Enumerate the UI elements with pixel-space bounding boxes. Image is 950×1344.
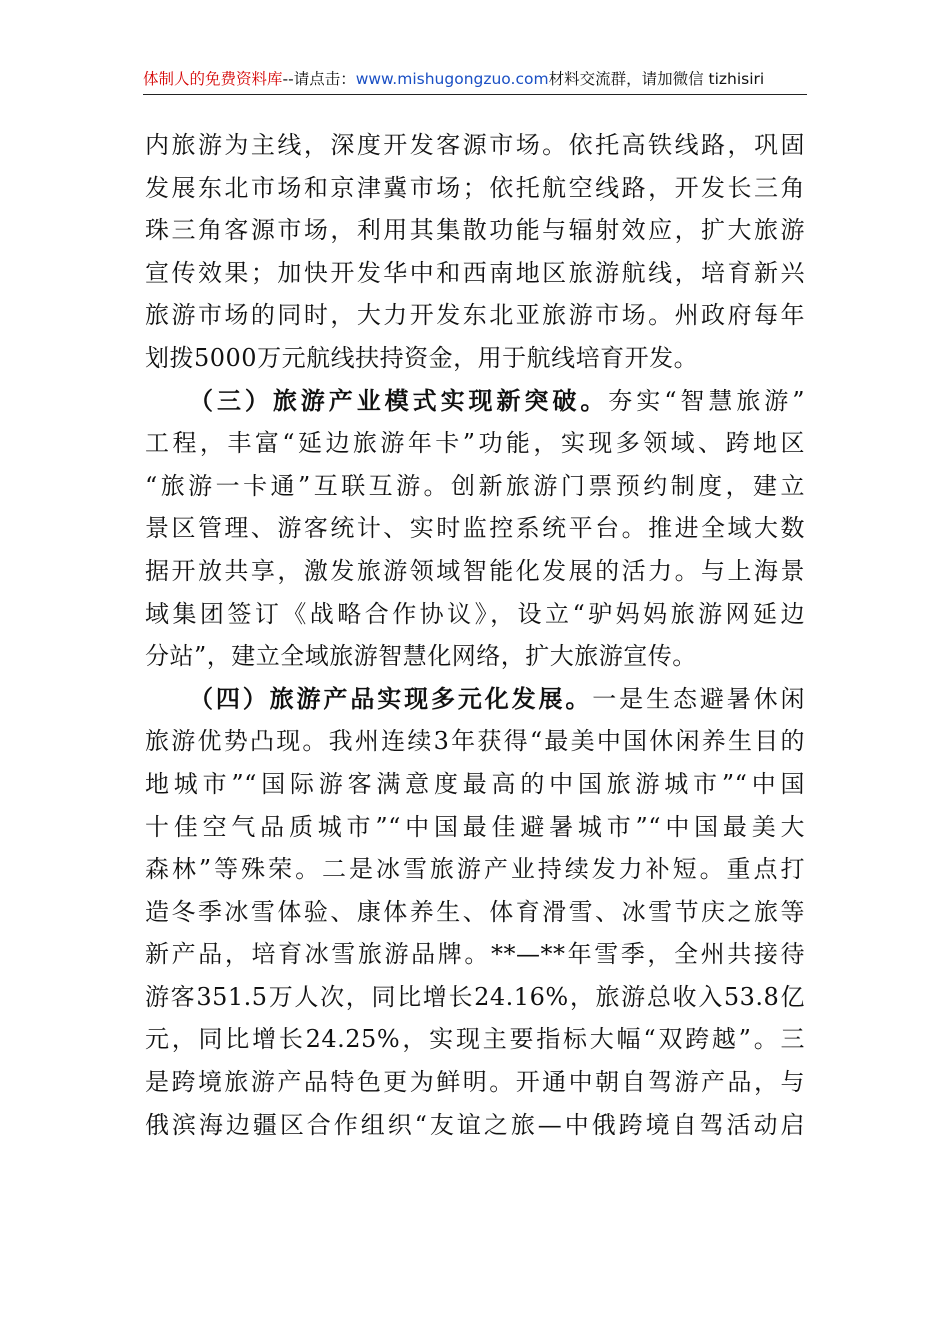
text-line — [145, 1018, 805, 1061]
line-text: 旅游市场的同时，大力开发东北亚旅游市场。州政府每年 — [145, 301, 805, 330]
text-line — [145, 124, 805, 167]
text-line — [145, 933, 805, 976]
line-text: 一是生态避暑休闲 — [592, 684, 806, 713]
line-text: 划拨5000万元航线扶持资金，用于航线培育开发。 — [145, 343, 699, 372]
header-url-link[interactable]: www.mishugongzuo.com — [355, 70, 549, 88]
line-text: 十佳空气品质城市”“中国最佳避暑城市”“中国最美大 — [145, 812, 805, 841]
line-text: 工程，丰富“延边旅游年卡”功能，实现多领域、跨地区 — [145, 429, 805, 458]
text-line — [145, 550, 805, 593]
text-line — [145, 337, 805, 380]
line-text: 珠三角客源市场，利用其集散功能与辐射效应，扩大旅游 — [145, 216, 805, 245]
text-line — [145, 422, 805, 465]
page-header — [143, 66, 807, 95]
line-text: 森林”等殊荣。二是冰雪旅游产业持续发力补短。重点打 — [145, 855, 805, 884]
line-text: 夯实“智慧旅游” — [608, 386, 806, 415]
text-line — [145, 252, 805, 295]
text-line — [145, 763, 805, 806]
section-heading: （三）旅游产业模式实现新突破。 — [189, 385, 609, 415]
line-text: 景区管理、游客统计、实时监控系统平台。推进全域大数 — [145, 514, 805, 543]
line-text: 宣传效果；加快开发华中和西南地区旅游航线，培育新兴 — [145, 258, 805, 287]
line-text: “旅游一卡通”互联互游。创新旅游门票预约制度，建立 — [145, 471, 805, 500]
line-text: 分站”，建立全域旅游智慧化网络，扩大旅游宣传。 — [145, 642, 697, 671]
text-line — [145, 806, 805, 849]
text-line — [145, 380, 805, 423]
line-text: 据开放共享，激发旅游领域智能化发展的活力。与上海景 — [145, 556, 805, 585]
text-line — [145, 976, 805, 1019]
text-line — [145, 720, 805, 763]
header-click-prompt: --请点击： — [282, 70, 356, 88]
text-line — [145, 891, 805, 934]
text-line — [145, 294, 805, 337]
line-text: 造冬季冰雪体验、康体养生、体育滑雪、冰雪节庆之旅等 — [145, 897, 805, 926]
text-line — [145, 1104, 805, 1147]
line-text: 内旅游为主线，深度开发客源市场。依托高铁线路，巩固 — [145, 131, 805, 159]
line-text: 域集团签订《战略合作协议》，设立“驴妈妈旅游网延边 — [145, 599, 805, 628]
document-body — [145, 124, 805, 1146]
line-text: 新产品，培育冰雪旅游品牌。**—**年雪季，全州共接待 — [145, 940, 805, 969]
header-wechat-note: 材料交流群，请加微信 tizhisiri — [548, 70, 765, 88]
text-line — [145, 167, 805, 210]
line-text: 俄滨海边疆区合作组织“友谊之旅—中俄跨境自驾活动启 — [145, 1110, 805, 1139]
text-line — [145, 678, 805, 721]
text-line — [145, 507, 805, 550]
text-line — [145, 465, 805, 508]
line-text: 地城市”“国际游客满意度最高的中国旅游城市”“中国 — [145, 769, 805, 798]
text-line — [145, 1061, 805, 1104]
text-line — [145, 635, 805, 678]
header-site-name: 体制人的免费资料库 — [143, 70, 283, 88]
section-heading: （四）旅游产品实现多元化发展。 — [189, 683, 593, 713]
text-line — [145, 209, 805, 252]
line-text: 游客351.5万人次，同比增长24.16%，旅游总收入53.8亿 — [145, 982, 805, 1011]
line-text: 元，同比增长24.25%，实现主要指标大幅“双跨越”。三 — [145, 1025, 805, 1054]
text-line — [145, 593, 805, 636]
line-text: 是跨境旅游产品特色更为鲜明。开通中朝自驾游产品，与 — [145, 1068, 805, 1097]
line-text: 旅游优势凸现。我州连续3年获得“最美中国休闲养生目的 — [145, 727, 805, 756]
line-text: 发展东北市场和京津冀市场；依托航空线路，开发长三角 — [145, 173, 805, 202]
text-line — [145, 848, 805, 891]
